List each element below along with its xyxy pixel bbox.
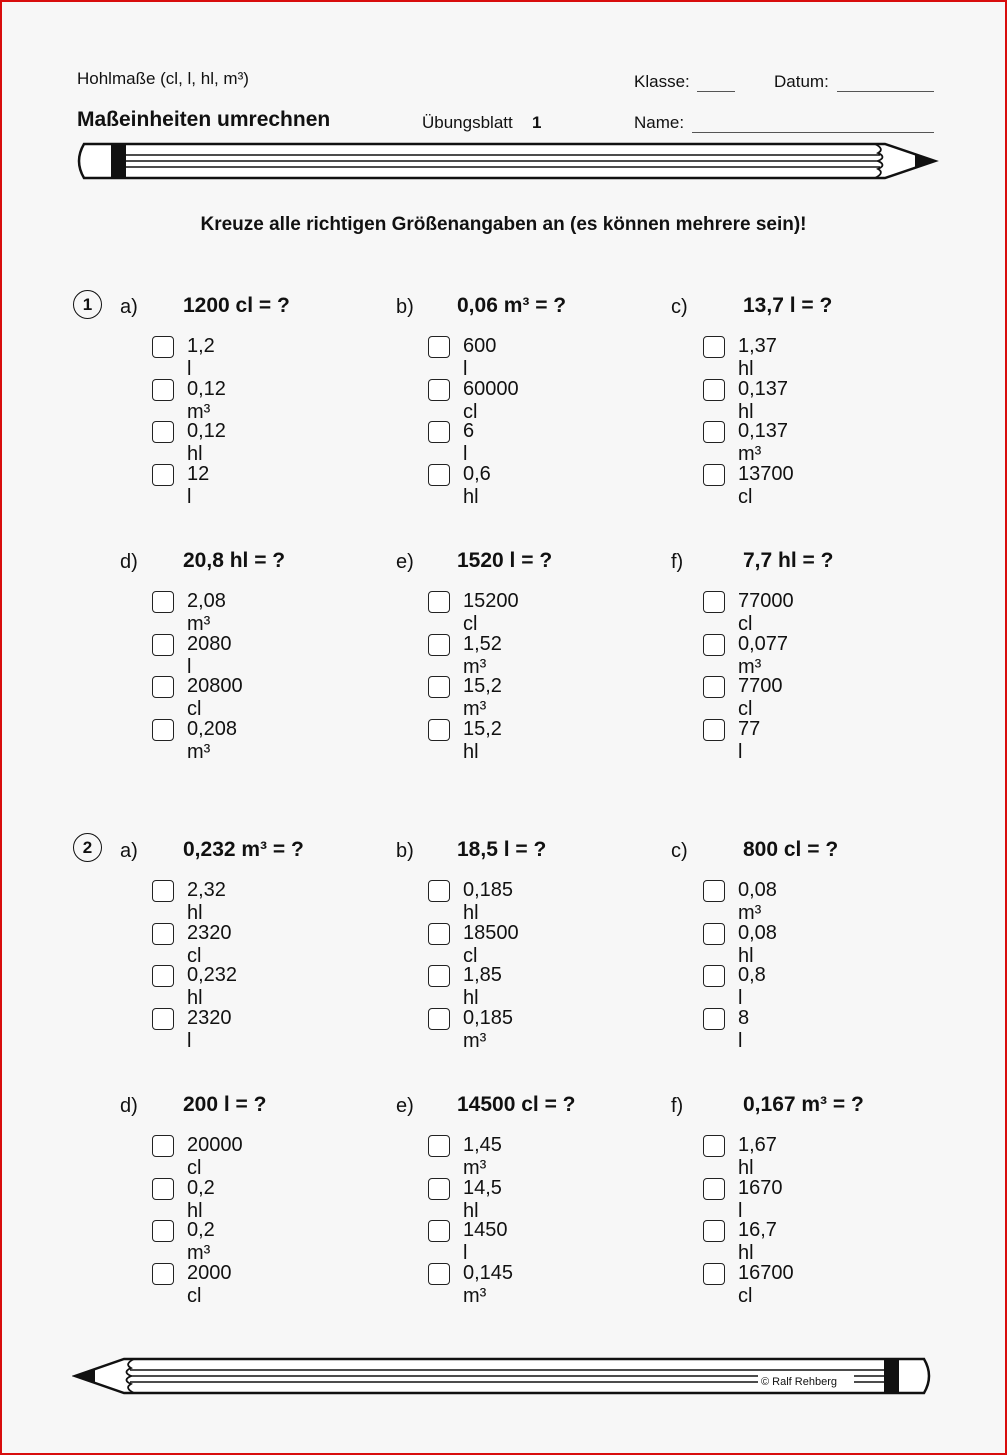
topic-label: Hohlmaße (cl, l, hl, m³)	[77, 69, 249, 88]
answer-checkbox[interactable]	[152, 923, 174, 945]
answer-option-label: 2080 l	[187, 633, 232, 678]
answer-option-label: 0,2 hl	[187, 1177, 215, 1222]
answer-checkbox[interactable]	[152, 591, 174, 613]
question-expression: 18,5 l = ?	[457, 838, 547, 861]
answer-checkbox[interactable]	[152, 1220, 174, 1242]
answer-checkbox[interactable]	[152, 719, 174, 741]
answer-checkbox[interactable]	[428, 676, 450, 698]
question-expression: 20,8 hl = ?	[183, 549, 286, 572]
answer-option-label: 0,08 hl	[738, 922, 777, 967]
answer-checkbox[interactable]	[703, 1263, 725, 1285]
answer-checkbox[interactable]	[152, 1008, 174, 1030]
answer-option-label: 0,6 hl	[463, 463, 491, 508]
answer-option-label: 6 l	[463, 420, 475, 465]
answer-option-label: 1670 l	[738, 1177, 783, 1222]
answer-checkbox[interactable]	[703, 336, 725, 358]
question-letter: e)	[396, 551, 414, 573]
answer-checkbox[interactable]	[703, 421, 725, 443]
answer-checkbox[interactable]	[428, 1263, 450, 1285]
question-expression: 0,167 m³ = ?	[743, 1093, 864, 1116]
answer-checkbox[interactable]	[152, 634, 174, 656]
answer-checkbox[interactable]	[703, 676, 725, 698]
answer-option-label: 14,5 hl	[463, 1177, 502, 1222]
answer-option-label: 7700 cl	[738, 675, 783, 720]
answer-option-label: 0,232 hl	[187, 964, 238, 1009]
answer-option-label: 2,08 m³	[187, 590, 226, 635]
pencil-icon	[70, 140, 940, 182]
answer-option-label: 0,2 m³	[187, 1219, 215, 1264]
question-1-c	[671, 296, 941, 506]
question-1-a	[120, 296, 390, 506]
answer-checkbox[interactable]	[428, 1008, 450, 1030]
task-number-1: 1	[73, 290, 102, 319]
answer-option-label: 0,08 m³	[738, 879, 777, 924]
question-expression: 1520 l = ?	[457, 549, 553, 572]
question-expression: 1200 cl = ?	[183, 294, 290, 317]
answer-option-label: 16700 cl	[738, 1262, 794, 1307]
answer-option-label: 13700 cl	[738, 463, 794, 508]
answer-checkbox[interactable]	[152, 1178, 174, 1200]
question-letter: e)	[396, 1095, 414, 1117]
name-label: Name:	[634, 113, 685, 132]
question-2-f	[671, 1095, 941, 1305]
question-expression: 200 l = ?	[183, 1093, 267, 1116]
question-1-d	[120, 551, 390, 761]
class-field[interactable]	[697, 91, 735, 92]
answer-checkbox[interactable]	[152, 1135, 174, 1157]
answer-option-label: 16,7 hl	[738, 1219, 777, 1264]
answer-option-label: 60000 cl	[463, 378, 519, 423]
answer-checkbox[interactable]	[428, 1135, 450, 1157]
answer-checkbox[interactable]	[152, 880, 174, 902]
answer-checkbox[interactable]	[152, 336, 174, 358]
question-letter: d)	[120, 1095, 138, 1117]
answer-option-label: 1,52 m³	[463, 633, 502, 678]
question-1-f	[671, 551, 941, 761]
answer-checkbox[interactable]	[428, 923, 450, 945]
answer-option-label: 600 l	[463, 335, 497, 380]
answer-option-label: 1450 l	[463, 1219, 508, 1264]
question-letter: a)	[120, 296, 138, 318]
answer-checkbox[interactable]	[428, 634, 450, 656]
answer-checkbox[interactable]	[428, 379, 450, 401]
answer-checkbox[interactable]	[703, 591, 725, 613]
answer-checkbox[interactable]	[428, 464, 450, 486]
question-expression: 0,06 m³ = ?	[457, 294, 567, 317]
question-letter: f)	[671, 551, 684, 573]
answer-checkbox[interactable]	[703, 719, 725, 741]
answer-checkbox[interactable]	[428, 719, 450, 741]
answer-option-label: 20800 cl	[187, 675, 243, 720]
answer-checkbox[interactable]	[152, 464, 174, 486]
answer-option-label: 15,2 m³	[463, 675, 502, 720]
answer-checkbox[interactable]	[152, 676, 174, 698]
question-expression: 13,7 l = ?	[743, 294, 833, 317]
answer-checkbox[interactable]	[428, 880, 450, 902]
question-letter: f)	[671, 1095, 684, 1117]
answer-checkbox[interactable]	[703, 1135, 725, 1157]
question-letter: b)	[396, 840, 414, 862]
answer-checkbox[interactable]	[152, 1263, 174, 1285]
answer-option-label: 0,185 m³	[463, 1007, 514, 1052]
answer-checkbox[interactable]	[152, 379, 174, 401]
answer-option-label: 18500 cl	[463, 922, 519, 967]
answer-option-label: 1,2 l	[187, 335, 215, 380]
answer-option-label: 1,67 hl	[738, 1134, 777, 1179]
class-label: Klasse:	[634, 72, 690, 91]
answer-checkbox[interactable]	[703, 923, 725, 945]
copyright-text: © Ralf Rehberg	[761, 1376, 837, 1388]
sheet-label: Übungsblatt	[422, 113, 513, 132]
answer-option-label: 0,185 hl	[463, 879, 514, 924]
date-label: Datum:	[774, 72, 829, 91]
answer-checkbox[interactable]	[703, 634, 725, 656]
answer-option-label: 2,32 hl	[187, 879, 226, 924]
name-field[interactable]	[692, 132, 934, 133]
answer-option-label: 77000 cl	[738, 590, 794, 635]
question-2-b	[396, 840, 666, 1050]
question-2-d	[120, 1095, 390, 1305]
answer-checkbox[interactable]	[703, 464, 725, 486]
answer-checkbox[interactable]	[428, 591, 450, 613]
answer-option-label: 0,208 m³	[187, 718, 238, 763]
answer-checkbox[interactable]	[703, 880, 725, 902]
question-2-e	[396, 1095, 666, 1305]
answer-option-label: 8 l	[738, 1007, 750, 1052]
page-title: Maßeinheiten umrechnen	[77, 108, 331, 131]
answer-checkbox[interactable]	[703, 1008, 725, 1030]
answer-option-label: 1,37 hl	[738, 335, 777, 380]
answer-option-label: 77 l	[738, 718, 761, 763]
answer-checkbox[interactable]	[703, 379, 725, 401]
sheet-number: 1	[532, 113, 542, 132]
answer-option-label: 0,137 hl	[738, 378, 789, 423]
answer-option-label: 2000 cl	[187, 1262, 232, 1307]
answer-option-label: 1,85 hl	[463, 964, 502, 1009]
answer-option-label: 12 l	[187, 463, 210, 508]
answer-option-label: 2320 l	[187, 1007, 232, 1052]
question-letter: c)	[671, 840, 688, 862]
answer-option-label: 0,077 m³	[738, 633, 789, 678]
question-letter: c)	[671, 296, 688, 318]
task-number-2: 2	[73, 833, 102, 862]
answer-checkbox[interactable]	[428, 1220, 450, 1242]
answer-option-label: 15,2 hl	[463, 718, 502, 763]
question-2-a	[120, 840, 390, 1050]
answer-option-label: 0,12 hl	[187, 420, 226, 465]
answer-option-label: 0,145 m³	[463, 1262, 514, 1307]
answer-checkbox[interactable]	[703, 965, 725, 987]
question-expression: 7,7 hl = ?	[743, 549, 834, 572]
answer-option-label: 15200 cl	[463, 590, 519, 635]
answer-option-label: 0,12 m³	[187, 378, 226, 423]
answer-option-label: 2320 cl	[187, 922, 232, 967]
answer-option-label: 0,8 l	[738, 964, 766, 1009]
question-letter: d)	[120, 551, 138, 573]
answer-checkbox[interactable]	[428, 336, 450, 358]
question-expression: 800 cl = ?	[743, 838, 839, 861]
date-field[interactable]	[837, 91, 934, 92]
answer-checkbox[interactable]	[428, 421, 450, 443]
answer-option-label: 0,137 m³	[738, 420, 789, 465]
question-1-e	[396, 551, 666, 761]
question-expression: 0,232 m³ = ?	[183, 838, 304, 861]
instruction-text: Kreuze alle richtigen Größenangaben an (es können mehrere sein)!	[200, 214, 807, 235]
answer-checkbox[interactable]	[703, 1220, 725, 1242]
question-1-b	[396, 296, 666, 506]
answer-option-label: 20000 cl	[187, 1134, 243, 1179]
answer-checkbox[interactable]	[152, 965, 174, 987]
question-letter: a)	[120, 840, 138, 862]
question-letter: b)	[396, 296, 414, 318]
answer-checkbox[interactable]	[152, 421, 174, 443]
question-expression: 14500 cl = ?	[457, 1093, 576, 1116]
answer-checkbox[interactable]	[428, 965, 450, 987]
question-2-c	[671, 840, 941, 1050]
answer-option-label: 1,45 m³	[463, 1134, 502, 1179]
answer-checkbox[interactable]	[428, 1178, 450, 1200]
answer-checkbox[interactable]	[703, 1178, 725, 1200]
